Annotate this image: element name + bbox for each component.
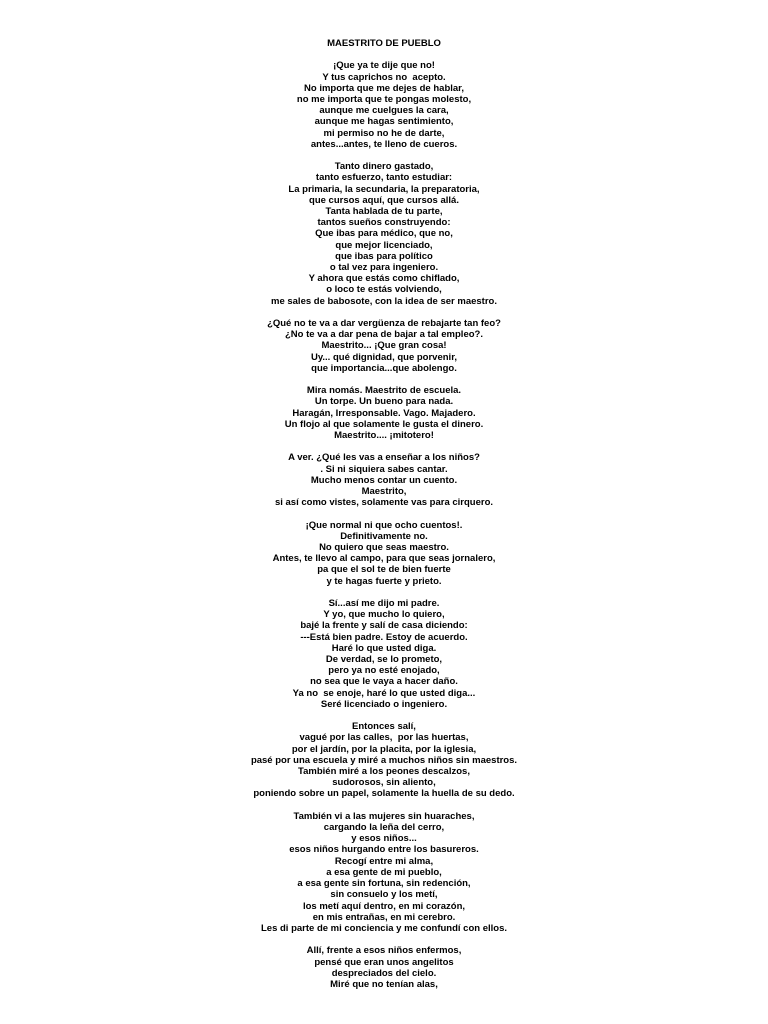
poem-stanza <box>0 318 768 374</box>
poem-line: Que ibas para médico, que no, <box>315 228 453 240</box>
poem-line: Tanta hablada de tu parte, <box>325 206 443 218</box>
poem-line: Un flojo al que solamente le gusta el dinero. <box>284 418 484 430</box>
poem-stanza <box>0 811 768 934</box>
poem-line: Haré lo que usted diga. <box>331 642 437 654</box>
poem-line: Tanto dinero gastado, <box>334 161 434 173</box>
poem-line: Haragán, Irresponsable. Vago. Majadero. <box>292 407 476 419</box>
poem-line: ---Está bien padre. Estoy de acuerdo. <box>300 631 468 643</box>
poem-line: Recogí entre mi alma, <box>334 855 434 867</box>
poem-line: los metí aquí dentro, en mi corazón, <box>302 900 466 912</box>
poem-line: por el jardín, por la placita, por la iglesia, <box>291 743 477 755</box>
poem-line: y te hagas fuerte y prieto. <box>326 575 442 587</box>
poem-line: Y tus caprichos no acepto. <box>322 71 446 83</box>
poem-line: ¡Que ya te dije que no! <box>333 60 435 72</box>
poem-line: tanto esfuerzo, tanto estudiar: <box>315 172 453 184</box>
poem-line: aunque me cuelgues la cara, <box>319 105 449 117</box>
poem-line: Entonces salí, <box>352 721 416 733</box>
poem-stanza <box>0 452 768 508</box>
poem-line: que cursos aquí, que cursos allá. <box>309 194 459 206</box>
poem-body <box>0 60 768 990</box>
poem-line: aunque me hagas sentimiento, <box>314 116 454 128</box>
poem-line: Antes, te llevo al campo, para que seas jornalero, <box>272 553 496 565</box>
poem-line: en mis entrañas, en mi cerebro. <box>312 911 456 923</box>
poem-stanza <box>0 598 768 710</box>
poem-stanza <box>0 520 768 587</box>
poem-line: Les di parte de mi conciencia y me confundí con ellos. <box>260 922 507 934</box>
poem-line: Mucho menos contar un cuento. <box>310 474 458 486</box>
poem-line: Maestrito, <box>361 486 407 498</box>
poem-line: o loco te estás volviendo, <box>326 284 442 296</box>
poem-line: a esa gente sin fortuna, sin redención, <box>297 878 471 890</box>
poem-line: ¡Que normal ni que ocho cuentos!. <box>305 519 463 531</box>
poem-line: Y ahora que estás como chiflado, <box>308 273 460 285</box>
poem-stanza <box>0 161 768 307</box>
poem-line: sin consuelo y los metí, <box>330 889 438 901</box>
poem-line: vagué por las calles, por las huertas, <box>299 732 469 744</box>
poem-line: que mejor licenciado, <box>335 239 433 251</box>
poem-line: Un torpe. Un bueno para nada. <box>314 396 454 408</box>
poem-line: La primaria, la secundaria, la preparatoria, <box>288 183 480 195</box>
poem-line: poniendo sobre un papel, solamente la huella de su dedo. <box>253 788 515 800</box>
poem-line: antes...antes, te lleno de cueros. <box>310 138 458 150</box>
poem-line: y esos niños... <box>351 833 417 845</box>
poem-line: pero ya no esté enojado, <box>328 665 440 677</box>
poem-line: No importa que me dejes de hablar, <box>304 82 464 94</box>
poem-line: me sales de babosote, con la idea de ser maestro. <box>271 295 497 307</box>
poem-line: Definitivamente no. <box>340 530 428 542</box>
poem-line: que ibas para político <box>335 250 433 262</box>
poem-line: bajé la frente y salí de casa diciendo: <box>300 620 468 632</box>
poem-line: También vi a las mujeres sin huaraches, <box>293 810 475 822</box>
poem-stanza <box>0 385 768 441</box>
poem-line: o tal vez para ingeniero. <box>329 262 439 274</box>
poem-line: Uy... qué dignidad, que porvenir, <box>310 351 458 363</box>
poem-line: pasé por una escuela y miré a muchos niños sin maestros. <box>250 754 518 766</box>
poem-line: Maestrito... ¡Que gran cosa! <box>321 340 447 352</box>
poem-stanza <box>0 945 768 990</box>
poem-line: ¿No te va a dar pena de bajar a tal empleo?. <box>285 329 483 341</box>
poem-line: no me importa que te pongas molesto, <box>296 94 472 105</box>
poem-line: De verdad, se lo prometo, <box>325 654 443 666</box>
poem-line: A ver. ¿Qué les vas a enseñar a los niños? <box>288 452 480 464</box>
poem-line: tantos sueños construyendo: <box>317 217 451 229</box>
poem-line: Miré que no tenían alas, <box>330 978 438 990</box>
poem-line: También miré a los peones descalzos, <box>298 766 470 778</box>
poem-line: Allí, frente a esos niños enfermos, <box>306 945 462 957</box>
poem-line: despreciados del cielo. <box>331 967 437 979</box>
poem-line: pensé que eran unos angelitos <box>314 956 454 968</box>
poem-line: cargando la leña del cerro, <box>323 822 445 834</box>
poem-line: ¿Qué no te va a dar vergüenza de rebajarte tan feo? <box>267 318 501 330</box>
poem-line: mi permiso no he de darte, <box>323 127 445 139</box>
poem-stanza <box>0 60 768 150</box>
poem-line: No quiero que seas maestro. <box>319 542 449 554</box>
poem-line: esos niños hurgando entre los basureros. <box>289 844 479 856</box>
poem-line: no sea que le vaya a hacer daño. <box>310 676 458 688</box>
poem-line: Mira nomás. Maestrito de escuela. <box>306 385 462 397</box>
poem-line: pa que el sol te de bien fuerte <box>317 564 451 576</box>
poem-title: MAESTRITO DE PUEBLO <box>327 38 441 49</box>
poem-line: Ya no se enoje, haré lo que usted diga... <box>292 687 476 699</box>
poem-line: Y yo, que mucho lo quiero, <box>323 609 445 621</box>
poem-line: Maestrito.... ¡mitotero! <box>334 430 434 442</box>
poem-line: que importancia...que abolengo. <box>311 362 457 374</box>
poem-line: Sí...así me dijo mi padre. <box>328 598 440 610</box>
poem-page <box>0 38 768 1001</box>
poem-line: sudorosos, sin aliento, <box>332 777 436 789</box>
poem-line: Seré licenciado o ingeniero. <box>320 698 448 710</box>
poem-stanza <box>0 721 768 799</box>
poem-line: si así como vistes, solamente vas para cirquero. <box>274 497 494 509</box>
poem-line: . Si ni siquiera sabes cantar. <box>320 463 448 475</box>
poem-line: a esa gente de mi pueblo, <box>326 866 442 878</box>
